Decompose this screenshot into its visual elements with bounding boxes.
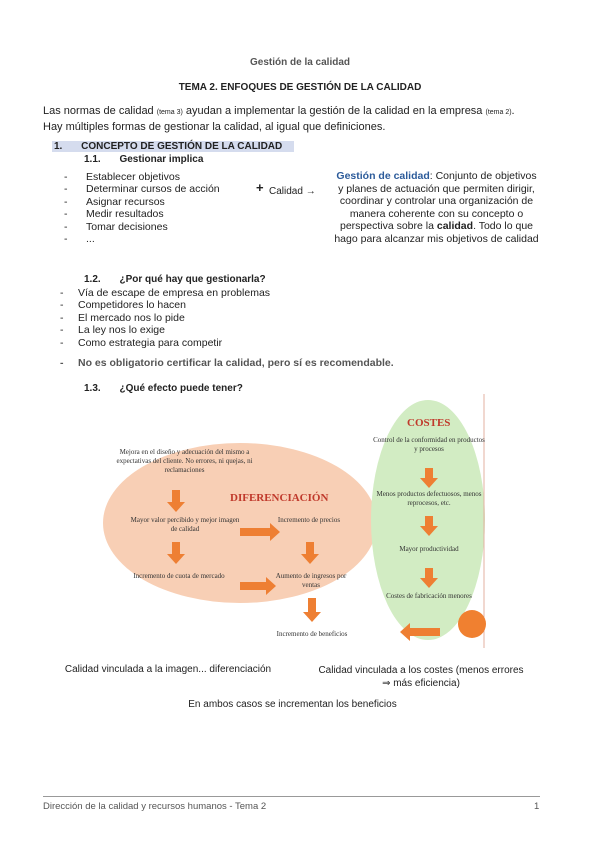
calidad-arrow: Calidad → <box>269 186 316 197</box>
node-beneficios: Incremento de beneficios <box>276 630 348 638</box>
note-text: - No es obligatorio certificar la calidad, pero sí es recomendable. <box>60 357 540 369</box>
section-1-heading <box>52 141 294 152</box>
definition-block <box>333 170 540 246</box>
intro-ref-2: (tema 2) <box>485 109 512 116</box>
subsection-1-2-heading <box>84 274 266 285</box>
footer-text: Dirección de la calidad y recursos humanos - Tema 2 <box>43 801 267 812</box>
intro-ref-1: (tema 3) <box>156 109 183 116</box>
list-item: - Determinar cursos de acción <box>64 183 264 195</box>
subsection-1-1-number: 1.1. <box>84 154 101 165</box>
node-valor: Mayor valor percibido y mejor imagen de calidad <box>130 516 240 533</box>
list-item: - Medir resultados <box>64 208 264 220</box>
node-control: Control de la conformidad en productos y procesos <box>373 436 485 453</box>
footer-divider <box>43 796 540 797</box>
list-item: - El mercado nos lo pide <box>60 312 360 324</box>
section-1-number: 1. <box>54 141 63 152</box>
quality-effects-diagram <box>100 392 500 652</box>
costs-title: COSTES <box>407 417 451 429</box>
node-defectuosos: Menos productos defectuosos, menos reprocesos, etc. <box>376 490 482 507</box>
list-item: - Tomar decisiones <box>64 221 264 233</box>
list-item: - Competidores lo hacen <box>60 299 360 311</box>
document-header: Gestión de la calidad <box>249 57 351 68</box>
caption-right-line-2: ⇒ más eficiencia) <box>382 678 460 689</box>
intro-text-2: ayudan a implementar la gestión de la calidad en la empresa <box>182 105 486 117</box>
gestionar-list <box>64 171 264 245</box>
list-item: - Establecer objetivos <box>64 171 264 183</box>
definition-term: Gestión de calidad <box>336 170 430 182</box>
arrow-icon <box>303 598 321 622</box>
definition-term-2: calidad <box>436 220 474 233</box>
node-precios: Incremento de precios <box>277 516 341 524</box>
node-top-left: Mejora en el diseño y adecuación del mismo a expectativas del cliente. No errores, ni quejas, ni reclamaciones <box>116 448 253 474</box>
differentiation-title: DIFERENCIACIÓN <box>230 492 329 504</box>
caption-right-line-1: Calidad vinculada a los costes (menos errores <box>318 665 524 676</box>
intro-text-3: . <box>511 105 515 117</box>
node-costes: Costes de fabricación menores <box>386 592 472 600</box>
gestionarla-list <box>60 287 360 349</box>
definition-text-2: . Todo lo que hago para alcanzar mis objetivos de calidad <box>334 220 539 245</box>
subsection-1-3-number: 1.3. <box>84 383 101 394</box>
plus-sign: + <box>256 180 264 195</box>
node-productividad: Mayor productividad <box>399 545 459 553</box>
subsection-1-2-title: ¿Por qué hay que gestionarla? <box>119 274 266 285</box>
subsection-1-1-heading <box>84 154 203 165</box>
subsection-1-3-title: ¿Qué efecto puede tener? <box>119 383 243 394</box>
list-item: - Asignar recursos <box>64 196 264 208</box>
node-cuota: Incremento de cuota de mercado <box>133 572 225 580</box>
caption-left: Calidad vinculada a la imagen... diferenciación <box>64 664 272 675</box>
list-item: - Vía de escape de empresa en problemas <box>60 287 360 299</box>
list-item: - La ley nos lo exige <box>60 324 360 336</box>
list-item: - Como estrategia para competir <box>60 337 360 349</box>
intro-text-1: Las normas de calidad <box>43 105 157 117</box>
section-1-title: CONCEPTO DE GESTIÓN DE LA CALIDAD <box>81 141 283 152</box>
subsection-1-1-title: Gestionar implica <box>119 154 204 165</box>
list-item: - ... <box>64 233 264 245</box>
intro-line-2: Hay múltiples formas de gestionar la calidad, al igual que definiciones. <box>43 121 386 133</box>
caption-both: En ambos casos se incrementan los beneficios <box>188 699 397 710</box>
caption-right <box>296 664 546 690</box>
page-number: 1 <box>534 801 540 812</box>
subsection-1-2-number: 1.2. <box>84 274 101 285</box>
certification-note <box>60 357 540 369</box>
topic-title: TEMA 2. ENFOQUES DE GESTIÓN DE LA CALIDAD <box>178 82 422 93</box>
node-ingresos: Aumento de ingresos por ventas <box>275 572 347 589</box>
intro-paragraph <box>43 104 553 134</box>
definition-text-1: : Conjunto de objetivos y planes de actuación que permiten dirigir, coordinar y controlar una organización de manera coherente con su concepto o perspectiva sobre la <box>338 170 537 233</box>
